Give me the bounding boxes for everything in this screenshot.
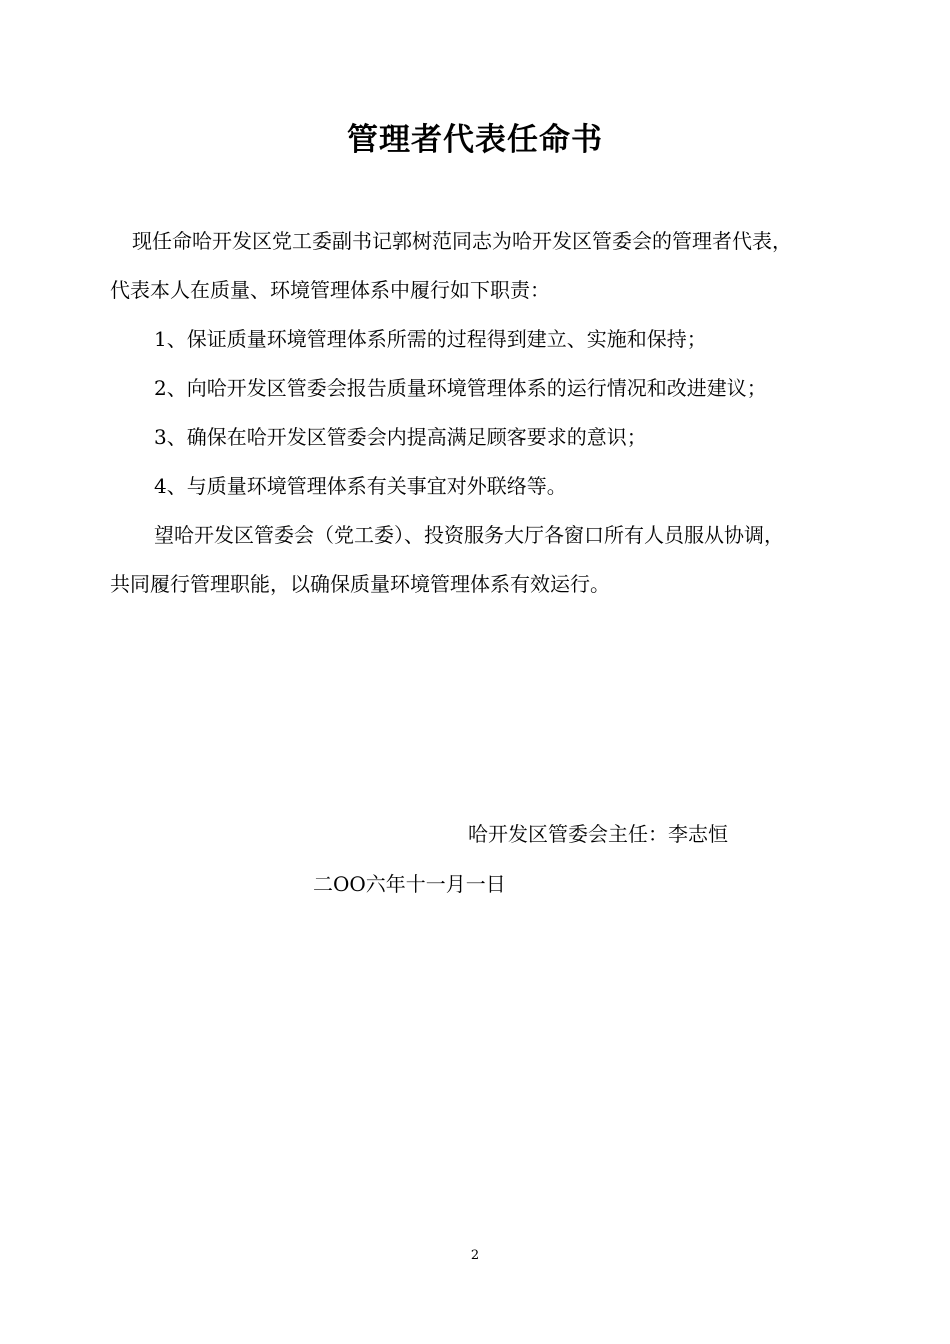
date-line: 二OO六年十一月一日 [313,872,506,896]
intro-line-1: 现任命哈开发区党工委副书记郭树范同志为哈开发区管委会的管理者代表， [132,229,792,253]
duty-item-1: 1、保证质量环境管理体系所需的过程得到建立、实施和保持； [154,327,707,351]
signature-line: 哈开发区管委会主任：李志恒 [468,822,728,846]
page-number: 2 [470,1248,480,1263]
duty-item-2: 2、向哈开发区管委会报告质量环境管理体系的运行情况和改进建议； [154,376,767,400]
intro-line-2: 代表本人在质量、环境管理体系中履行如下职责： [110,278,550,302]
duty-item-4: 4、与质量环境管理体系有关事宜对外联络等。 [154,474,567,498]
document-title: 管理者代表任命书 [347,122,603,158]
duty-item-3: 3、确保在哈开发区管委会内提高满足顾客要求的意识； [154,425,647,449]
closing-line-1: 望哈开发区管委会（党工委）、投资服务大厅各窗口所有人员服从协调， [154,523,784,547]
closing-line-2: 共同履行管理职能，以确保质量环境管理体系有效运行。 [110,572,610,596]
